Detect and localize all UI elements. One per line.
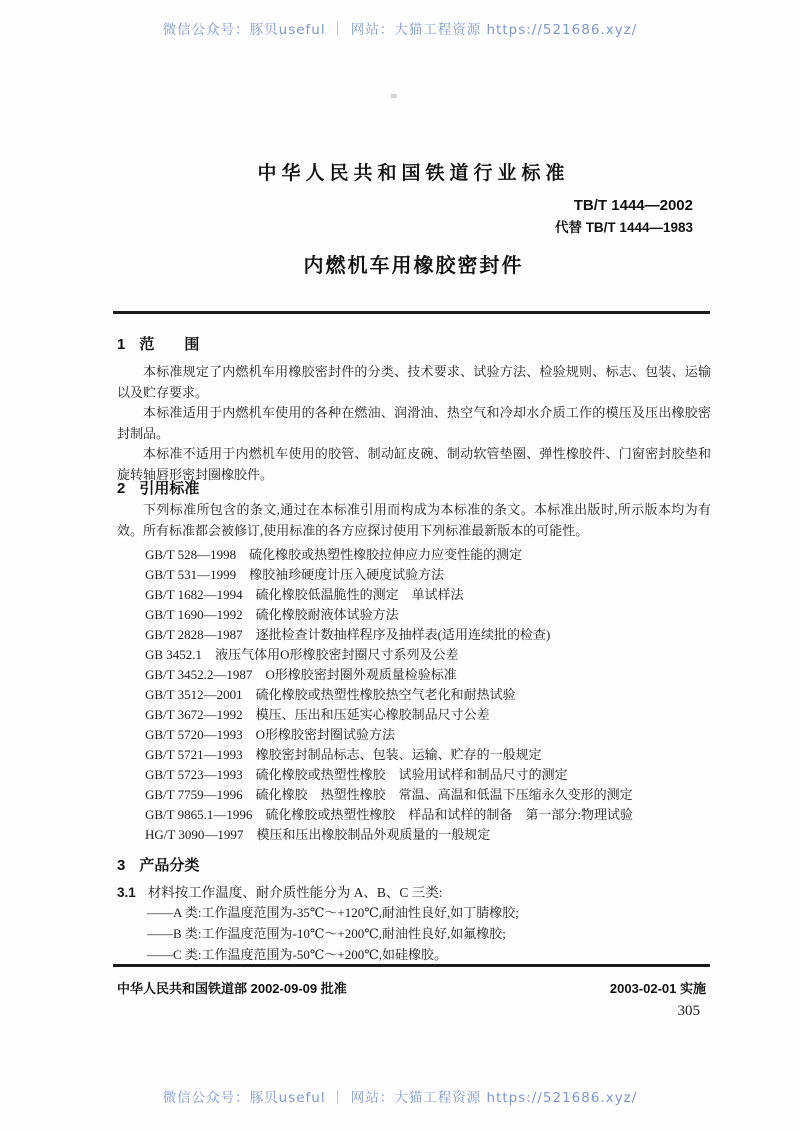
reference-code: GB/T 7759—1996	[145, 787, 243, 802]
section-number: 2	[117, 480, 126, 497]
reference-item	[145, 625, 710, 645]
reference-code: GB/T 531—1999	[145, 567, 237, 582]
section-heading-scope	[117, 333, 710, 354]
replaced-standard: 代替 TB/T 1444—1983	[554, 220, 693, 235]
material-class-item: ——B 类:工作温度范围为-10℃～+200℃,耐油性良好,如氟橡胶;	[147, 925, 506, 941]
standard-number: TB/T 1444—2002	[573, 197, 693, 214]
material-class-item: ——A 类:工作温度范围为-35℃～+120℃,耐油性良好,如丁腈橡胶;	[147, 905, 519, 920]
reference-item	[145, 745, 710, 765]
page-number: 305	[677, 1003, 700, 1019]
reference-item	[145, 645, 710, 665]
section-heading-references	[117, 477, 710, 498]
reference-title: 硫化橡胶或热塑性橡胶 试验用试样和制品尺寸的测定	[255, 767, 568, 782]
reference-code: GB/T 1682—1994	[145, 587, 243, 602]
reference-title: O形橡胶密封圈试验方法	[255, 727, 396, 742]
reference-title: 硫化橡胶低温脆性的测定 单试样法	[255, 587, 464, 602]
reference-title: 硫化橡胶 热塑性橡胶 常温、高温和低温下压缩永久变形的测定	[255, 787, 633, 802]
reference-title: 模压和压出橡胶制品外观质量的一般规定	[256, 827, 491, 842]
scope-paragraph: 本标准不适用于内燃机车使用的胶管、制动缸皮碗、制动软管垫圈、弹性橡胶件、门窗密封胶垫和旋转轴唇形密封圈橡胶件。	[117, 446, 711, 482]
reference-code: GB/T 528—1998	[145, 547, 237, 562]
reference-item	[145, 725, 710, 745]
reference-title: 液压气体用O形橡胶密封圈尺寸系列及公差	[215, 647, 459, 662]
header-rule	[113, 311, 710, 314]
scan-speck	[391, 94, 397, 98]
reference-code: GB/T 3512—2001	[145, 687, 243, 702]
reference-title: 硫化橡胶或热塑性橡胶 样品和试样的制备 第一部分:物理试验	[265, 807, 634, 822]
reference-item	[145, 805, 710, 825]
clause-3-1	[117, 881, 710, 901]
reference-item	[145, 565, 710, 585]
clause-number: 3.1	[117, 885, 136, 900]
reference-code: GB/T 3672—1992	[145, 707, 243, 722]
section-number: 3	[117, 857, 126, 874]
implementation-note: 2003-02-01 实施	[609, 981, 706, 996]
section-heading-classification	[117, 854, 710, 875]
section-title: 范 围	[139, 336, 200, 353]
reference-item	[145, 605, 710, 625]
references-intro-paragraph: 下列标准所包含的条文,通过在本标准引用而构成为本标准的条文。本标准出版时,所示版本均为有效。所有标准都会被修订,使用标准的各方应探讨使用下列标准最新版本的可能性。	[117, 502, 711, 538]
references-intro	[117, 500, 711, 541]
reference-title: 硫化橡胶或热塑性橡胶拉伸应力应变性能的测定	[249, 547, 523, 562]
scope-paragraph: 本标准规定了内燃机车用橡胶密封件的分类、技术要求、试验方法、检验规则、标志、包装、运输以及贮存要求。	[117, 364, 711, 400]
reference-item	[145, 665, 710, 685]
reference-code: HG/T 3090—1997	[145, 827, 244, 842]
scope-paragraphs	[117, 362, 711, 485]
reference-code: GB/T 5723—1993	[145, 767, 243, 782]
watermark-top: 微信公众号：豚贝useful ｜ 网站：大猫工程资源 https://521686.xyz/	[162, 22, 638, 38]
scope-paragraph: 本标准适用于内燃机车使用的各种在燃油、润滑油、热空气和冷却水介质工作的模压及压出橡胶密封制品。	[117, 405, 711, 441]
footer-rule	[113, 964, 710, 967]
document-title: 内燃机车用橡胶密封件	[303, 255, 524, 277]
standard-type-heading: 中华人民共和国铁道行业标准	[257, 163, 570, 184]
reference-code: GB/T 2828—1987	[145, 627, 243, 642]
reference-title: 橡胶袖珍硬度计压入硬度试验方法	[249, 567, 445, 582]
reference-title: 模压、压出和压延实心橡胶制品尺寸公差	[255, 707, 490, 722]
references-list	[117, 545, 710, 845]
watermark-bottom: 微信公众号：豚贝useful ｜ 网站：大猫工程资源 https://521686.xyz/	[162, 1090, 638, 1106]
reference-item	[145, 785, 710, 805]
reference-title: 硫化橡胶耐液体试验方法	[255, 607, 399, 622]
reference-item	[145, 825, 710, 845]
reference-title: 橡胶密封制品标志、包装、运输、贮存的一般规定	[255, 747, 542, 762]
reference-item	[145, 545, 710, 565]
section-number: 1	[117, 336, 126, 353]
reference-code: GB 3452.1	[145, 647, 203, 662]
reference-item	[145, 765, 710, 785]
reference-title: 逐批检查计数抽样程序及抽样表(适用连续批的检查)	[255, 627, 551, 642]
standard-number-block	[555, 195, 693, 239]
section-title: 引用标准	[139, 480, 200, 497]
reference-code: GB/T 5721—1993	[145, 747, 243, 762]
reference-title: O形橡胶密封圈外观质量检验标准	[265, 667, 457, 682]
section-title: 产品分类	[139, 857, 200, 874]
reference-title: 硫化橡胶或热塑性橡胶热空气老化和耐热试验	[255, 687, 516, 702]
clause-text: 材料按工作温度、耐介质性能分为 A、B、C 三类:	[147, 885, 443, 900]
reference-code: GB/T 3452.2—1987	[145, 667, 253, 682]
material-class-item: ——C 类:工作温度范围为-50℃～+200℃,如硅橡胶。	[147, 946, 448, 962]
reference-item	[145, 685, 710, 705]
reference-code: GB/T 1690—1992	[145, 607, 243, 622]
reference-code: GB/T 5720—1993	[145, 727, 243, 742]
approval-note: 中华人民共和国铁道部 2002-09-09 批准	[117, 981, 347, 996]
reference-code: GB/T 9865.1—1996	[145, 807, 253, 822]
material-class-list	[147, 903, 710, 965]
reference-item	[145, 585, 710, 605]
reference-item	[145, 705, 710, 725]
